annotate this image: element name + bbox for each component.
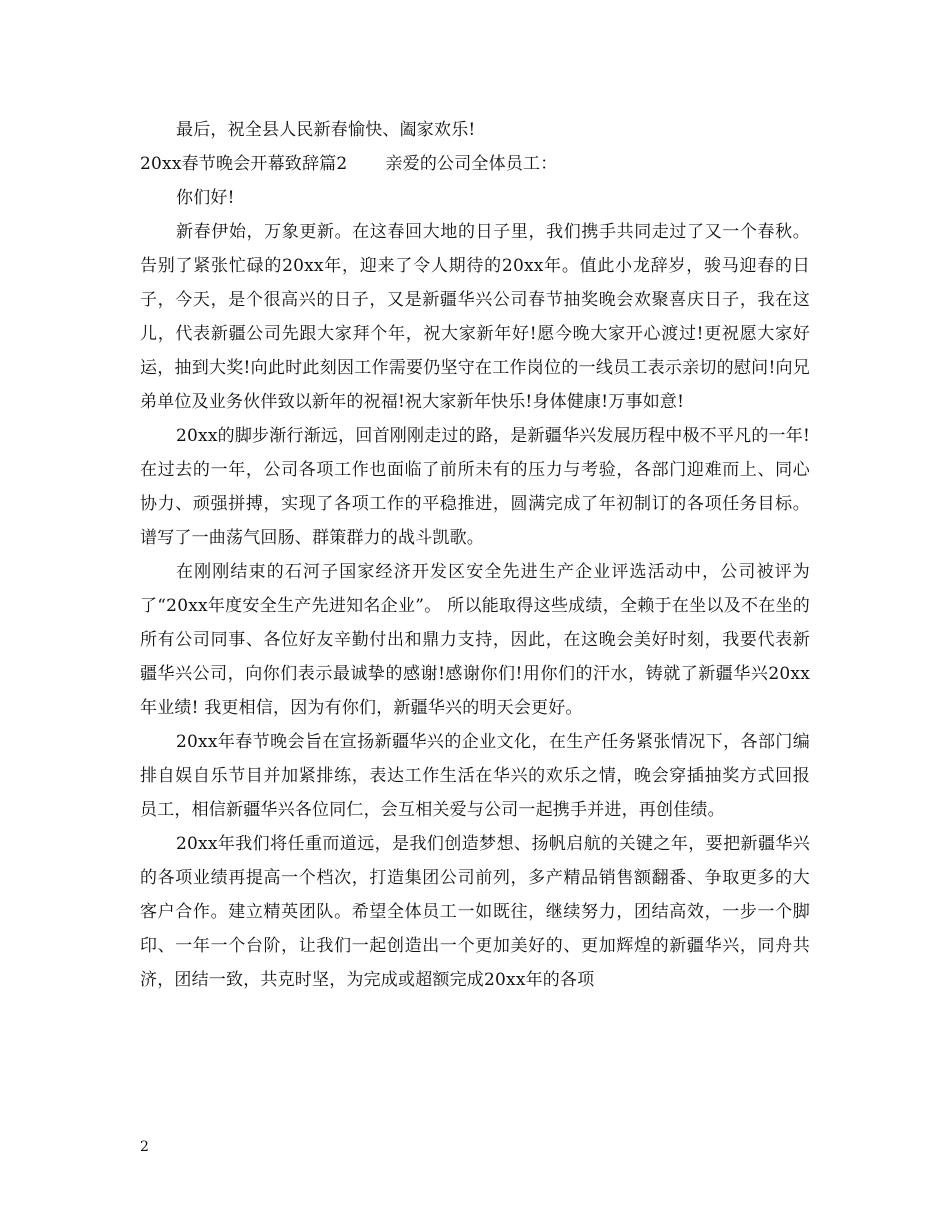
body-paragraph-3: 在刚刚结束的石河子国家经济开发区安全先进生产企业评选活动中，公司被评为了“20xx年度安全生产先进知名企业”。 所以能取得这些成绩，全赖于在坐以及不在坐的所有公司同事、各位好友辛勤付出和鼎力支持，因此，在这晚会美好时刻，我要代表新疆华兴公司，向你们表示最诚挚的感谢!感谢你们!用你们的汗水，铸就了新疆华兴20xx年业绩! 我更相信，因为有你们，新疆华兴的明天会更好。: [140, 562, 810, 718]
greeting-paragraph: 你们好!: [176, 188, 235, 208]
salutation: 亲爱的公司全体员工：: [385, 154, 558, 174]
body-paragraph-1: 新春伊始，万象更新。在这春回大地的日子里，我们携手共同走过了又一个春秋。告别了紧张忙碌的20xx年，迎来了令人期待的20xx年。值此小龙辞岁，骏马迎春的日子，今天，是个很高兴的日子，又是新疆华兴公司春节抽奖晚会欢聚喜庆日子，我在这儿，代表新疆公司先跟大家拜个年，祝大家新年好!愿今晚大家开心渡过!更祝愿大家好运，抽到大奖!向此时此刻因工作需要仍坚守在工作岗位的一线员工表示亲切的慰问!向兄弟单位及业务伙伴致以新年的祝福!祝大家新年快乐!身体健康!万事如意!: [140, 222, 810, 412]
closing-paragraph: 最后，祝全县人民新春愉快、阖家欢乐!: [176, 120, 476, 140]
page-number: 2: [140, 1139, 149, 1155]
document-body: [140, 113, 810, 997]
section-title: 20xx春节晚会开幕致辞篇2: [140, 154, 348, 174]
body-paragraph-2: 20xx的脚步渐行渐远，回首刚刚走过的路，是新疆华兴发展历程中极不平凡的一年!在过去的一年，公司各项工作也面临了前所未有的压力与考验，各部门迎难而上、同心协力、顽强拼搏，实现了各项工作的平稳推进，圆满完成了年初制订的各项任务目标。谱写了一曲荡气回肠、群策群力的战斗凯歌。: [140, 426, 810, 548]
section-heading: [140, 147, 810, 181]
body-paragraph-5: 20xx年我们将任重而道远，是我们创造梦想、扬帆启航的关键之年，要把新疆华兴的各项业绩再提高一个档次，打造集团公司前列，多产精品销售额翻番、争取更多的大客户合作。建立精英团队。希望全体员工一如既往，继续努力，团结高效，一步一个脚印、一年一个台阶，让我们一起创造出一个更加美好的、更加辉煌的新疆华兴，同舟共济，团结一致，共克时坚，为完成或超额完成20xx年的各项: [140, 834, 810, 990]
body-paragraph-4: 20xx年春节晚会旨在宣扬新疆华兴的企业文化，在生产任务紧张情况下，各部门编排自娱自乐节目并加紧排练，表达工作生活在华兴的欢乐之情，晚会穿插抽奖方式回报员工，相信新疆华兴各位同仁，会互相关爱与公司一起携手并进，再创佳绩。: [140, 732, 810, 820]
